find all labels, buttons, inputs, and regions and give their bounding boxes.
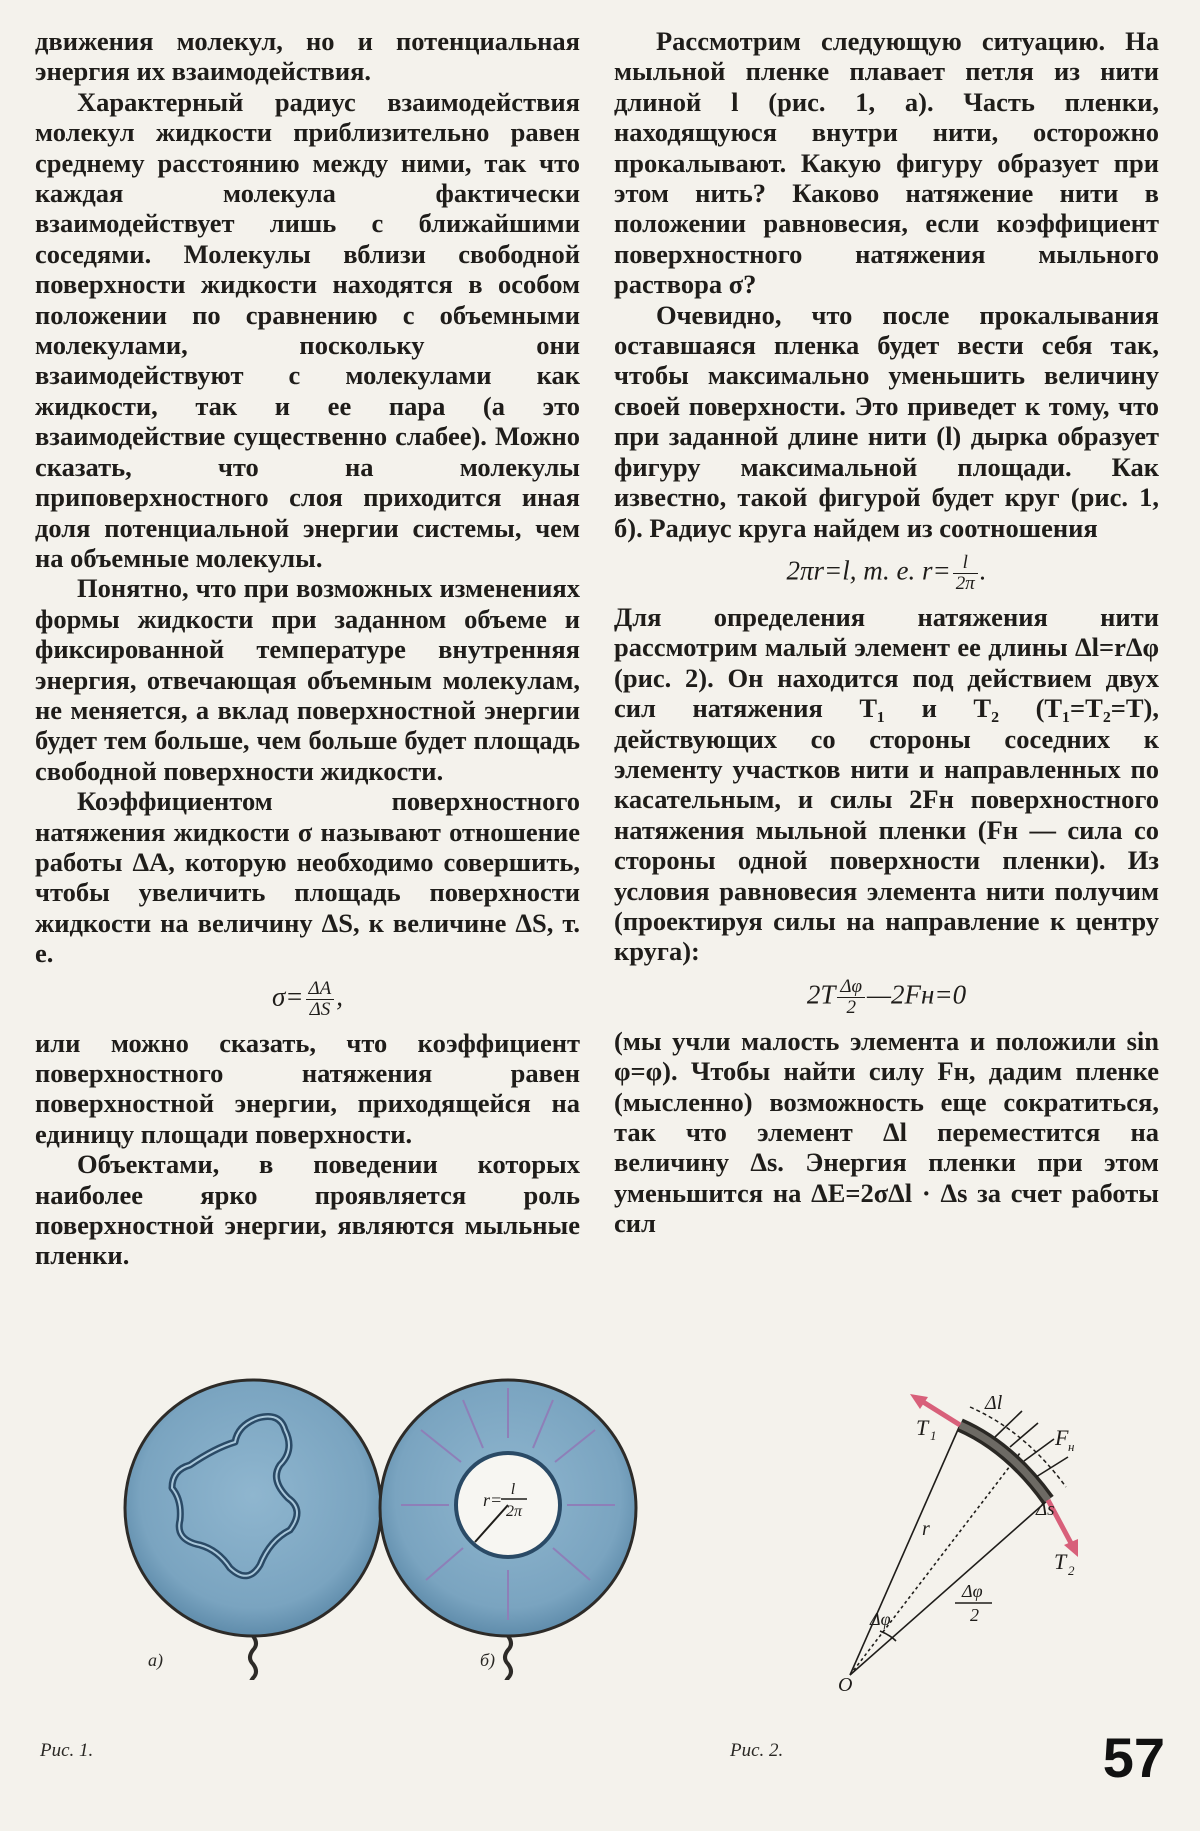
figure-2-caption: Рис. 2. xyxy=(730,1740,784,1761)
figure-2-label-r: r xyxy=(922,1518,930,1540)
figure-1a-handle xyxy=(250,1636,256,1680)
right-paragraph-4: (мы учли малость элемента и положили sin φ=φ). Чтобы найти силу Fн, дадим пленке (мысленно) возможность еще сократиться, так что элемент Δl переместится на величину Δs. Энергия пленки при этом уменьшится на ΔE=2σΔl · Δs за счет работы сил xyxy=(614,1025,1159,1239)
figure-2-label-ds: Δs xyxy=(1036,1499,1055,1520)
formula-sigma-tail: , xyxy=(336,981,344,1012)
figure-2-string-element xyxy=(960,1425,1048,1500)
left-paragraph-5: или можно сказать, что коэффициент поверхностного натяжения равен поверхностной энергии, приходящейся на единицу площади поверхности. xyxy=(35,1027,580,1149)
formula-equilibrium-lhs: 2T xyxy=(806,979,836,1010)
figure-2-bisector xyxy=(850,1453,1020,1675)
figure-2-label-Fn-sub: н xyxy=(1068,1439,1075,1454)
formula-radius-denominator: 2π xyxy=(955,572,975,594)
page-number: 57 xyxy=(1102,1726,1165,1789)
figure-2-label-T1-sub: 1 xyxy=(930,1428,937,1443)
formula-equilibrium-fraction xyxy=(837,977,865,1018)
figure-2-label-dphi2-num: Δφ xyxy=(962,1581,983,1601)
figure-1b-radius-num: l xyxy=(510,1481,516,1498)
right-paragraph-1: Рассмотрим следующую ситуацию. На мыльной пленке плавает петля из нити длиной l (рис. 1, а). Часть пленки, находящуюся внутри нити, осторожно прокалывают. Какую фигуру образует при этом нить? Каково натяжение нити в положении равновесия, если коэффициент поверхностного натяжения мыльного раствора σ? xyxy=(614,26,1159,300)
figure-2-displaced-element xyxy=(970,1407,1066,1487)
figure-2-label-dl: Δl xyxy=(985,1392,1003,1414)
right-column xyxy=(614,26,1159,1239)
figure-2-label-Fn: F xyxy=(1055,1425,1069,1450)
figure-2-radius-right xyxy=(850,1500,1048,1675)
figure-1a-ring xyxy=(125,1380,381,1680)
formula-radius-numerator: l xyxy=(953,553,978,574)
figure-2-label-dphi: Δφ xyxy=(870,1609,891,1629)
formula-radius xyxy=(614,553,1159,594)
figure-1a-label: а) xyxy=(148,1650,163,1670)
formula-sigma xyxy=(35,979,580,1020)
figure-2 xyxy=(810,1385,1100,1695)
figure-2-label-T2-sub: 2 xyxy=(1068,1563,1075,1578)
figure-2-label-T2: T xyxy=(1054,1549,1067,1574)
left-paragraph-3: Понятно, что при возможных изменениях формы жидкости при заданном объеме и фиксированной температуре внутренняя энергия, отвечающая объемным молекулам, не меняется, а вклад поверхностной энергии будет тем больше, чем больше будет площадь свободной поверхности жидкости. xyxy=(35,573,580,786)
formula-equilibrium-tail: —2Fн=0 xyxy=(867,979,967,1010)
right-paragraph-2: Очевидно, что после прокалывания оставшаяся пленка будет вести себя так, чтобы максимально уменьшить величину своей поверхности. Это приведет к тому, что при заданной длине нити (l) дырка образует фигуру максимальной площади. Как известно, такой фигурой будет круг (рис. 1, б). Радиус круга найдем из соотношения xyxy=(614,299,1159,543)
left-column xyxy=(35,26,580,1271)
figure-2-label-dphi2-den: 2 xyxy=(970,1605,979,1625)
formula-radius-tail: . xyxy=(979,555,987,586)
formula-radius-fraction xyxy=(953,553,978,594)
formula-equilibrium-denominator: 2 xyxy=(846,996,856,1018)
figure-1b-label: б) xyxy=(480,1650,496,1670)
formula-sigma-lhs: σ= xyxy=(271,981,304,1012)
figure-2-label-O: O xyxy=(838,1674,853,1695)
figure-1b-ring xyxy=(380,1380,636,1680)
left-paragraph-4: Коэффициентом поверхностного натяжения жидкости σ называют отношение работы ΔA, которую необходимо совершить, чтобы увеличить площадь поверхности жидкости на величину ΔS, к величине ΔS, т. е. xyxy=(35,786,580,969)
figure-2-radius-left xyxy=(850,1425,960,1675)
left-paragraph-2: Характерный радиус взаимодействия молекул жидкости приблизительно равен среднему расстоянию между ними, так что каждая молекула фактически взаимодействует лишь с ближайшими соседями. Молекулы вблизи свободной поверхности жидкости находятся в особом положении по сравнению с объемными молекулами, поскольку они взаимодействуют с молекулами как жидкости, так и ее пара (а это взаимодействие существенно слабее). Можно сказать, что на молекулы приповерхностного слоя приходится иная доля потенциальной энергии системы, чем на объемные молекулы. xyxy=(35,86,580,573)
formula-equilibrium-numerator: Δφ xyxy=(837,977,865,998)
formula-equilibrium xyxy=(614,977,1159,1018)
figure-1b-handle xyxy=(505,1636,511,1680)
figure-2-label-T1: T xyxy=(916,1415,929,1440)
formula-radius-lhs: 2πr=l, т. е. r= xyxy=(786,555,951,586)
formula-sigma-fraction xyxy=(306,979,335,1020)
left-paragraph-1: движения молекул, но и потенциальная энергия их взаимодействия. xyxy=(35,26,580,87)
right-paragraph-3: Для определения натяжения нити рассмотрим малый элемент ее длины Δl=rΔφ (рис. 2). Он находится под действием двух сил натяжения T₁ и T₂ (T₁=T₂=T), действующих со стороны соседних к элементу участков нити и направленных по касательным, и силы 2Fн поверхностного натяжения мыльной пленки (Fн — сила со стороны одной поверхности пленки). Из условия равновесия элемента нити получим (проектируя силы на направление к центру круга): xyxy=(614,601,1159,967)
figure-1 xyxy=(120,1370,640,1680)
formula-sigma-denominator: ΔS xyxy=(309,998,331,1020)
formula-sigma-numerator: ΔA xyxy=(306,979,335,1000)
figure-1-caption: Рис. 1. xyxy=(40,1740,94,1761)
figure-1b-radius-den: 2π xyxy=(505,1503,523,1520)
figure-1b-radius-label: r= xyxy=(483,1490,503,1510)
left-paragraph-6: Объектами, в поведении которых наиболее ярко проявляется роль поверхностной энергии, являются мыльные пленки. xyxy=(35,1149,580,1271)
